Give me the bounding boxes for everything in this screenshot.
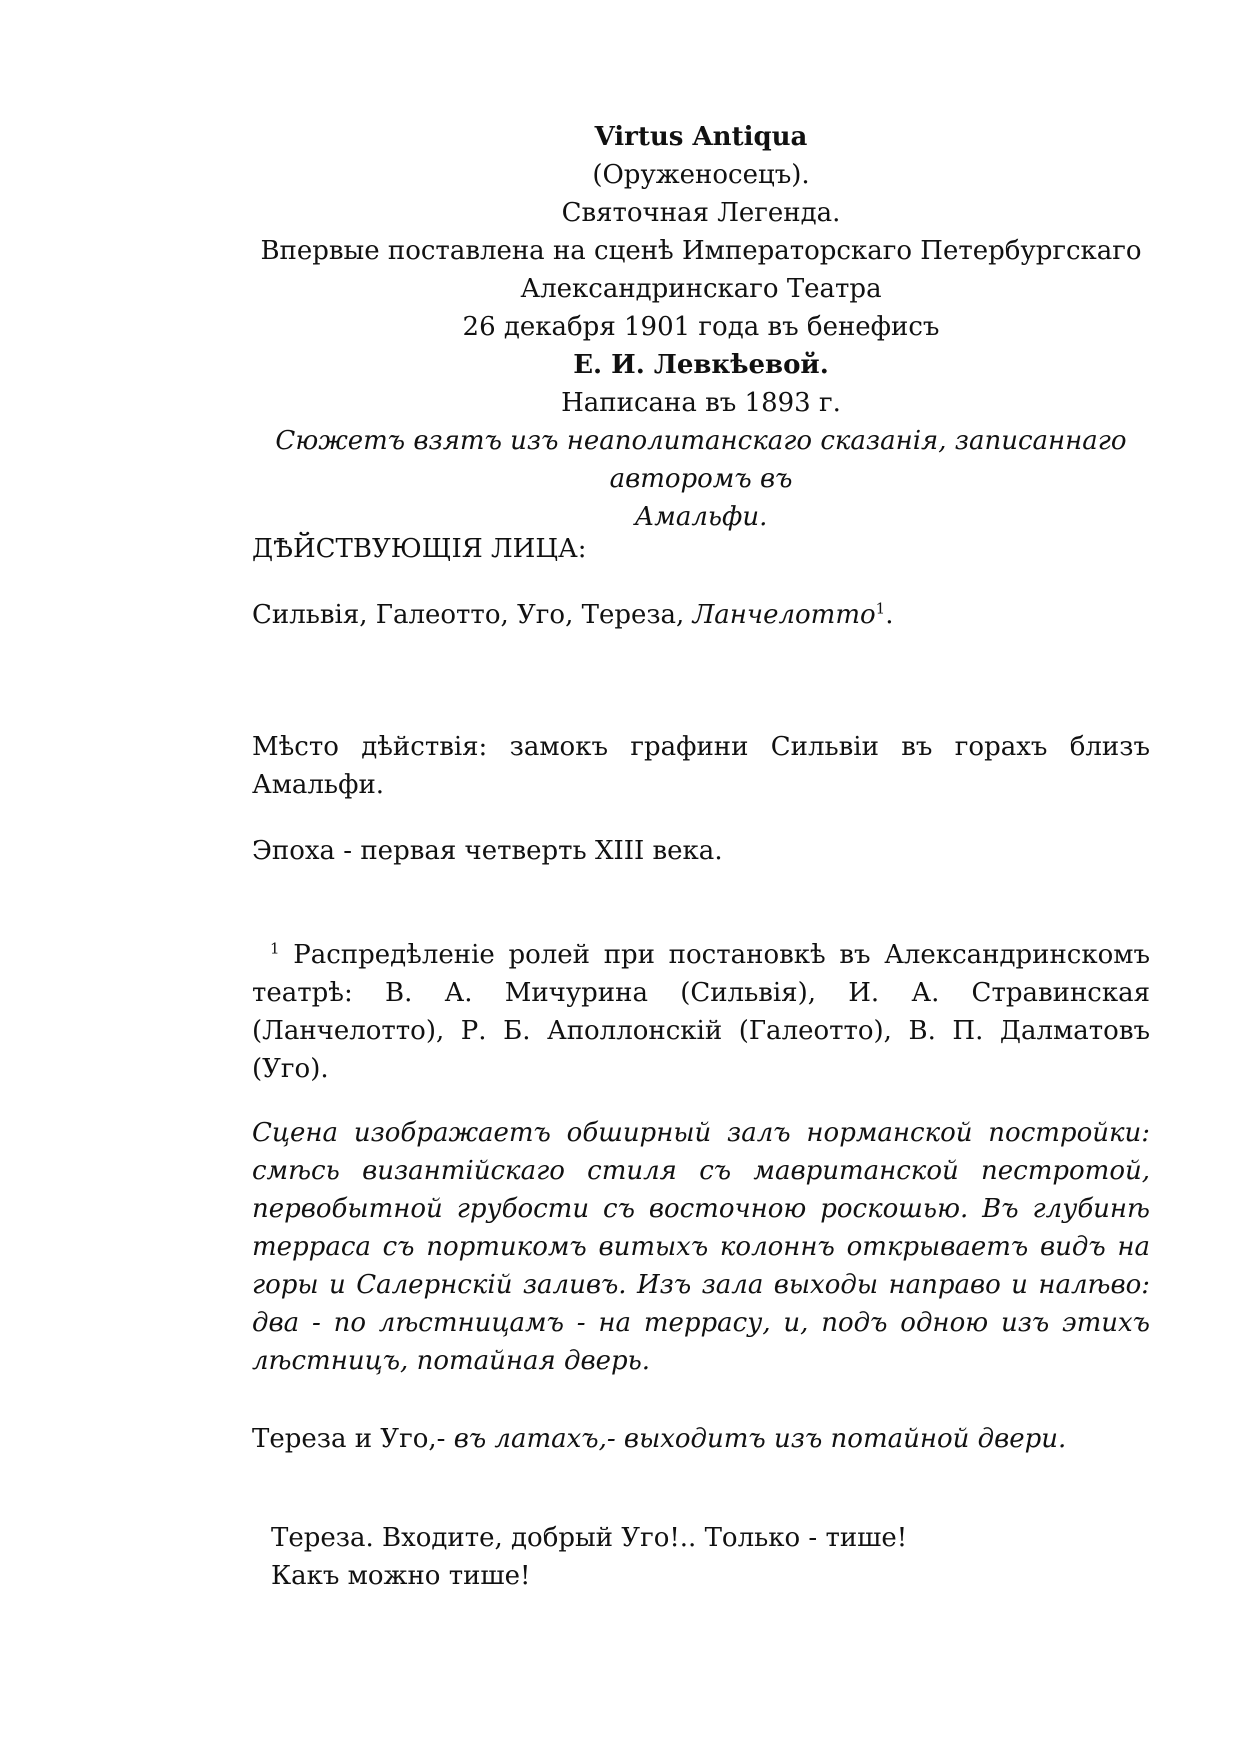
dialogue-line-2: Какъ можно тише!	[271, 1561, 531, 1591]
footnote-text: Распредѣленіе ролей при постановкѣ въ Александринскомъ театрѣ: В. А. Мичурина (Сильвія), И. А. Стравинская (Ланчелотто), Р. Б. Аполлонскій (Галеотто), В. П. Далматовъ (Уго).	[252, 940, 1150, 1084]
footnote-mark: 1	[270, 939, 280, 958]
source-line-2: Амальфи.	[634, 502, 768, 532]
footnote-reference: 1	[875, 599, 886, 618]
beneficiary-name: Е. И. Левкѣевой.	[573, 350, 829, 380]
written-date: Написана въ 1893 г.	[561, 388, 841, 418]
play-genre: Святочная Легенда.	[561, 198, 841, 228]
setting-epoch: Эпоха - первая четверть XIII века.	[252, 836, 723, 866]
cast-heading: ДѢЙСТВУЮЩІЯ ЛИЦА:	[252, 534, 587, 564]
premiere-line-1: Впервые поставлена на сценѣ Императорскаго Петербургскаго	[260, 236, 1142, 266]
title-block	[252, 118, 1150, 536]
entrance-direction: въ латахъ,- выходитъ изъ потайной двери.	[453, 1424, 1067, 1454]
entrance-line	[252, 1420, 1150, 1458]
stage-direction: Сцена изображаетъ обширный залъ норманской постройки: смѣсь византійскаго стиля съ мавританской пестротой, первобытной грубости съ восточною роскошью. Въ глубинѣ терраса съ портикомъ витыхъ колоннъ открываетъ видъ на горы и Салернскій заливъ. Изъ зала выходы направо и налѣво: два - по лѣстницамъ - на террасу, и, подъ одною изъ этихъ лѣстницъ, потайная дверь.	[252, 1118, 1150, 1376]
play-subtitle: (Оруженосецъ).	[592, 160, 810, 190]
dialogue-line-1: Тереза. Входите, добрый Уго!.. Только - тише!	[271, 1523, 908, 1553]
setting-place: Мѣсто дѣйствія: замокъ графини Сильвіи въ горахъ близъ Амальфи.	[252, 732, 1150, 800]
source-line-1: Сюжетъ взятъ изъ неаполитанскаго сказанія, записаннаго авторомъ въ	[275, 426, 1127, 494]
cast-names: Сильвія, Галеотто, Уго, Тереза,	[252, 600, 693, 630]
premiere-line-2: Александринскаго Театра	[520, 274, 882, 304]
footnote	[252, 936, 1150, 1088]
cast-end: .	[885, 600, 894, 630]
play-title: Virtus Antiqua	[594, 122, 808, 152]
entrance-names: Тереза и Уго,-	[252, 1424, 454, 1454]
cast-name-italic: Ланчелотто	[692, 600, 876, 630]
dialogue	[271, 1519, 1150, 1595]
premiere-line-3: 26 декабря 1901 года въ бенефисъ	[462, 312, 940, 342]
cast-list	[252, 596, 1150, 634]
